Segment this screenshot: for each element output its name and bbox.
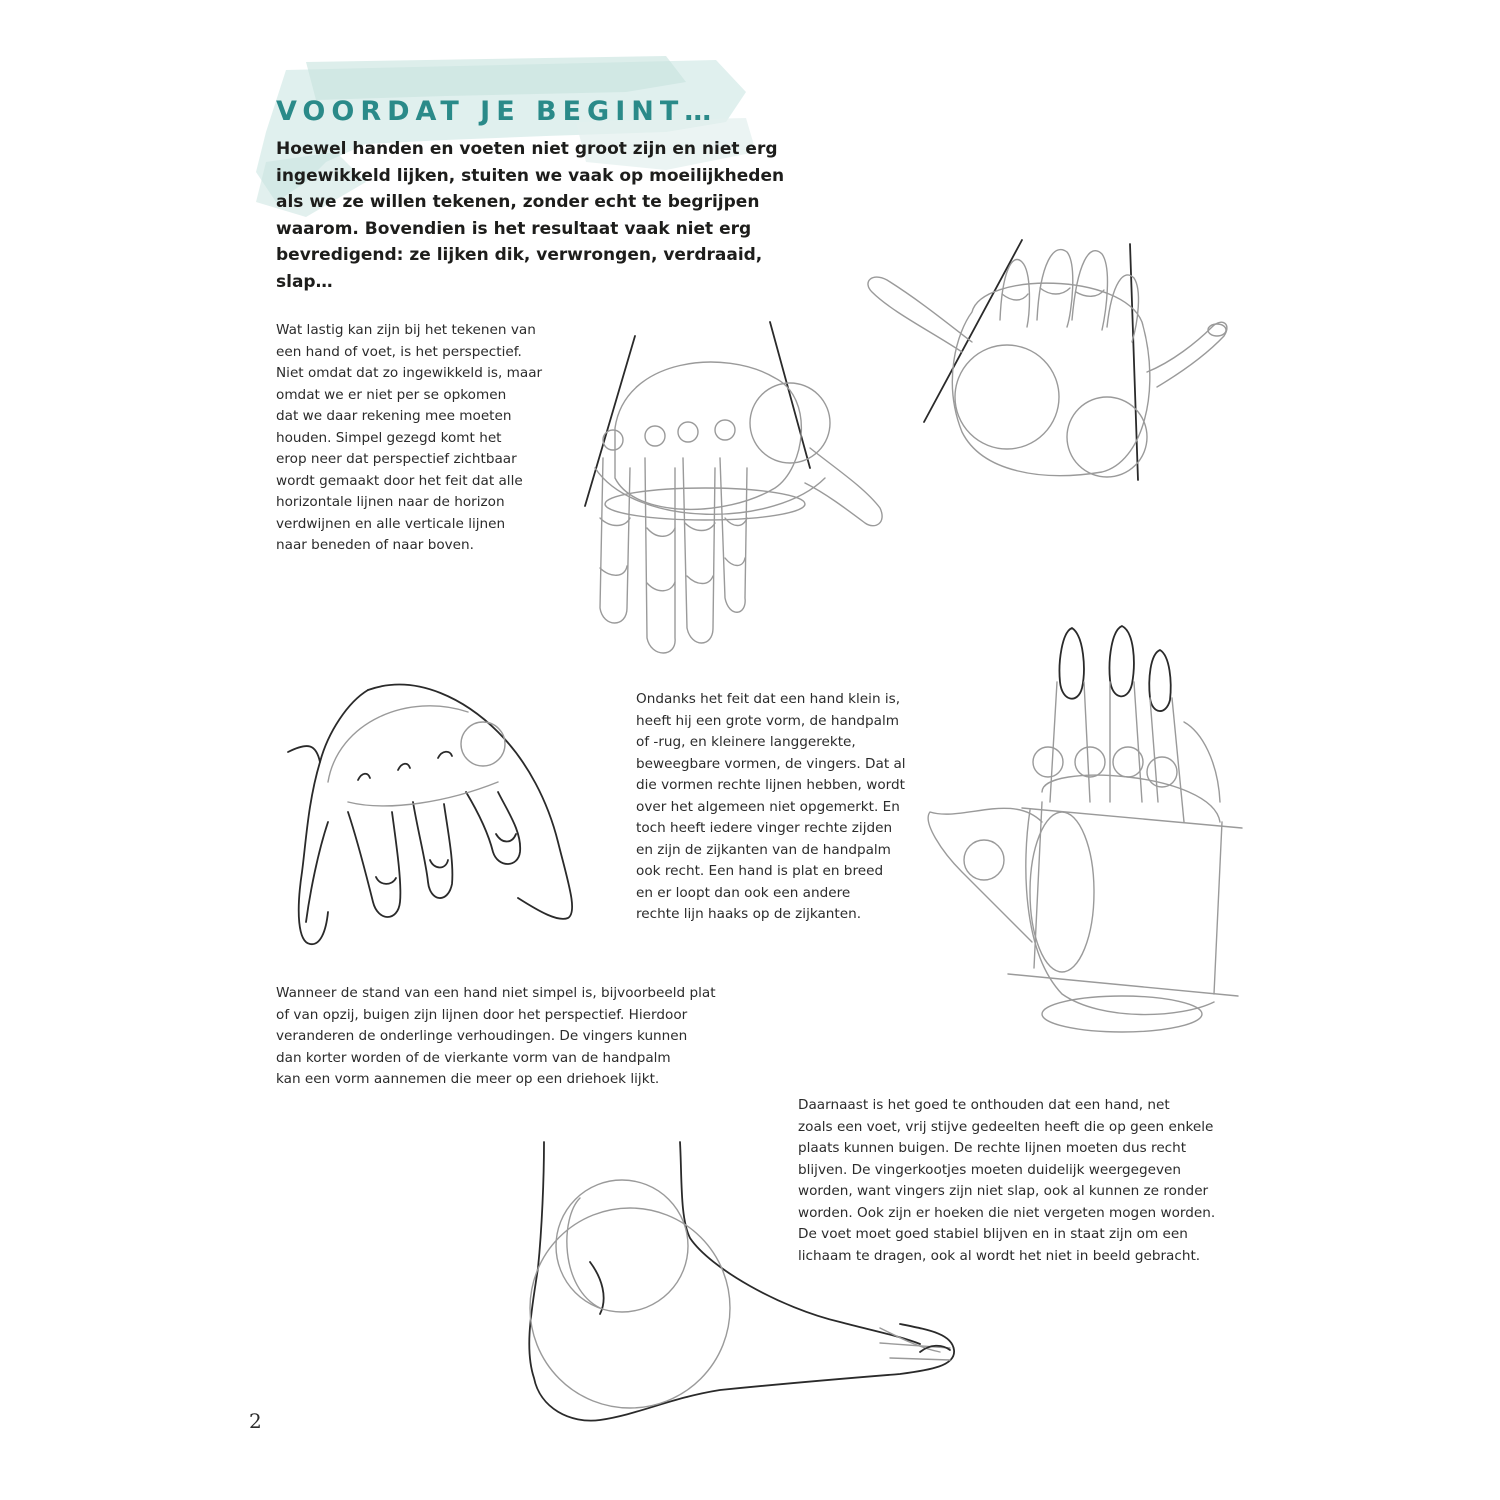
intro-lead: Hoewel handen en voeten niet groot zijn en niet erg ingewikkeld lijken, stuiten we vaak op moeilijkheden als we ze willen tekenen, zonder echt te begrijpen waarom. Bovendien is het resultaat vaak niet erg bevredigend: ze lijken dik, verwrongen, verdraaid, slap… xyxy=(276,139,785,292)
hand-perspective-sketch xyxy=(575,318,910,663)
flat-hand-construction-sketch xyxy=(922,622,1250,1034)
position-paragraph: Wanneer de stand van een hand niet simpel is, bijvoorbeeld plat of van opzij, buigen zijn lijnen door het perspectief. Hierdoor veranderen de onderlinge verhoudingen. De vingers kunnen dan korter worden of de vierkante vorm van de handpalm kan een vorm aannemen die meer op een driehoek lijkt. xyxy=(276,985,716,1087)
foot-side-view-sketch xyxy=(520,1138,960,1430)
perspective-paragraph: Wat lastig kan zijn bij het tekenen van een hand of voet, is het perspectief. Niet omdat dat zo ingewikkeld is, maar omdat we er niet per se opkomen dat we daar rekening mee moeten houden. Simpel gezegd komt het erop neer dat perspectief zichtbaar wordt gemaakt door het feit dat alle horizontale lijnen naar de horizon verdwijnen en alle verticale lijnen naar beneden of naar boven. xyxy=(276,322,543,553)
page-title: VOORDAT JE BEGINT… xyxy=(276,96,718,127)
rigid-parts-paragraph: Daarnaast is het goed te onthouden dat een hand, net zoals een voet, vrij stijve gedeelten heeft die op geen enkele plaats kunnen buigen. De rechte lijnen moeten dus recht blijven. De vingerkootjes moeten duidelijk weergegeven worden, want vingers zijn niet slap, ook al kunnen ze ronder worden. Ook zijn er hoeken die niet vergeten mogen worden. De voet moet goed stabiel blijven en in staat zijn om een lichaam te dragen, ook al wordt het niet in beeld gebracht. xyxy=(798,1097,1216,1264)
shape-paragraph: Ondanks het feit dat een hand klein is, heeft hij een grote vorm, de handpalm of -rug, en kleinere langgerekte, beweegbare vormen, de vingers. Dat al die vormen rechte lijnen hebben, wordt over het algemeen niet opgemerkt. En toch heeft iedere vinger rechte zijden en zijn de zijkanten van de handpalm ook recht. Een hand is plat en breed en er loopt dan ook een andere rechte lijn haaks op de zijkanten. xyxy=(636,691,906,922)
drooping-hand-sketch xyxy=(288,672,583,952)
page-number: 2 xyxy=(249,1409,262,1433)
open-hand-sketch xyxy=(862,232,1237,482)
